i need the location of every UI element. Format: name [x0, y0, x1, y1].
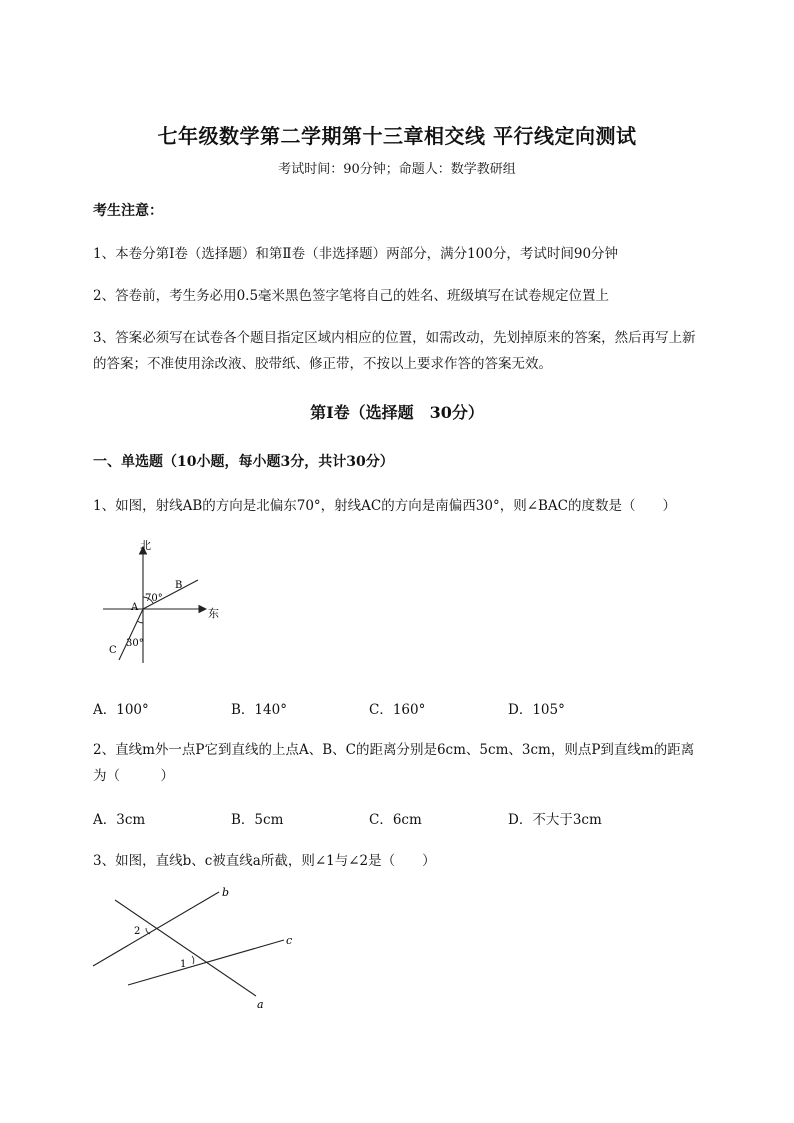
- exam-info: 考试时间：90分钟；命题人：数学教研组: [278, 162, 516, 177]
- notice-heading: 考生注意：: [93, 203, 163, 219]
- angle-1-arc: [192, 956, 194, 964]
- ray-ac: [119, 609, 143, 660]
- question-1-stem: 1、如图，射线AB的方向是北偏东70°，射线AC的方向是南偏西30°，则∠BAC的度数是（ ）: [93, 498, 677, 514]
- east-label: 东: [208, 607, 219, 620]
- section-title: 第Ⅰ卷（选择题 30分）: [310, 403, 484, 422]
- question-1-figure: [95, 533, 235, 668]
- point-b-label: B: [175, 580, 183, 591]
- point-c-label: C: [109, 645, 117, 656]
- notice-item-1: 1、本卷分第Ⅰ卷（选择题）和第Ⅱ卷（非选择题）两部分，满分100分，考试时间90分钟: [93, 246, 619, 262]
- q2-option-d: D．不大于3cm: [508, 812, 602, 828]
- q2-option-a: A．3cm: [93, 812, 146, 828]
- line-a-label: a: [257, 998, 264, 1011]
- q1-option-d: D．105°: [508, 702, 565, 718]
- notice-item-3: 3、答案必须写在试卷各个题目指定区域内相应的位置，如需改动，先划掉原来的答案，然后再写上新: [93, 330, 696, 346]
- question-2-stem: 2、直线m外一点P它到直线的上点A、B、C的距离分别是6cm、5cm、3cm，则点P到直线m的距离: [93, 742, 695, 758]
- question-3-stem: 3、如图，直线b、c被直线a所截，则∠1与∠2是（ ）: [93, 853, 436, 869]
- q1-option-c: C．160°: [369, 702, 426, 718]
- angle-30-label: 30°: [126, 638, 144, 649]
- notice-item-2: 2、答卷前，考生务必用0.5毫米黑色签字笔将自己的姓名、班级填写在试卷规定位置上: [93, 288, 610, 304]
- angle-30-arc: [137, 621, 143, 623]
- angle-70-label: 70°: [145, 593, 163, 604]
- notice-item-3-cont: 的答案；不准使用涂改液、胶带纸、修正带，不按以上要求作答的答案无效。: [93, 356, 552, 372]
- question-2-stem-cont: 为（ ）: [93, 768, 174, 784]
- q2-option-b: B．5cm: [231, 812, 284, 828]
- q2-option-c: C．6cm: [369, 812, 422, 828]
- line-c-label: c: [286, 934, 293, 947]
- point-a-label: A: [131, 602, 139, 613]
- q1-option-b: B．140°: [231, 702, 287, 718]
- page-title: 七年级数学第二学期第十三章相交线 平行线定向测试: [157, 124, 637, 148]
- line-b-label: b: [222, 886, 230, 899]
- q1-option-a: A．100°: [93, 702, 149, 718]
- angle-2-label: 2: [134, 926, 141, 937]
- angle-1-label: 1: [180, 959, 187, 970]
- north-label: 北: [140, 539, 151, 552]
- line-a: [115, 900, 256, 996]
- part-title: 一、单选题（10小题，每小题3分，共计30分）: [93, 454, 394, 470]
- line-b: [93, 892, 219, 966]
- question-3-figure: [88, 884, 303, 1014]
